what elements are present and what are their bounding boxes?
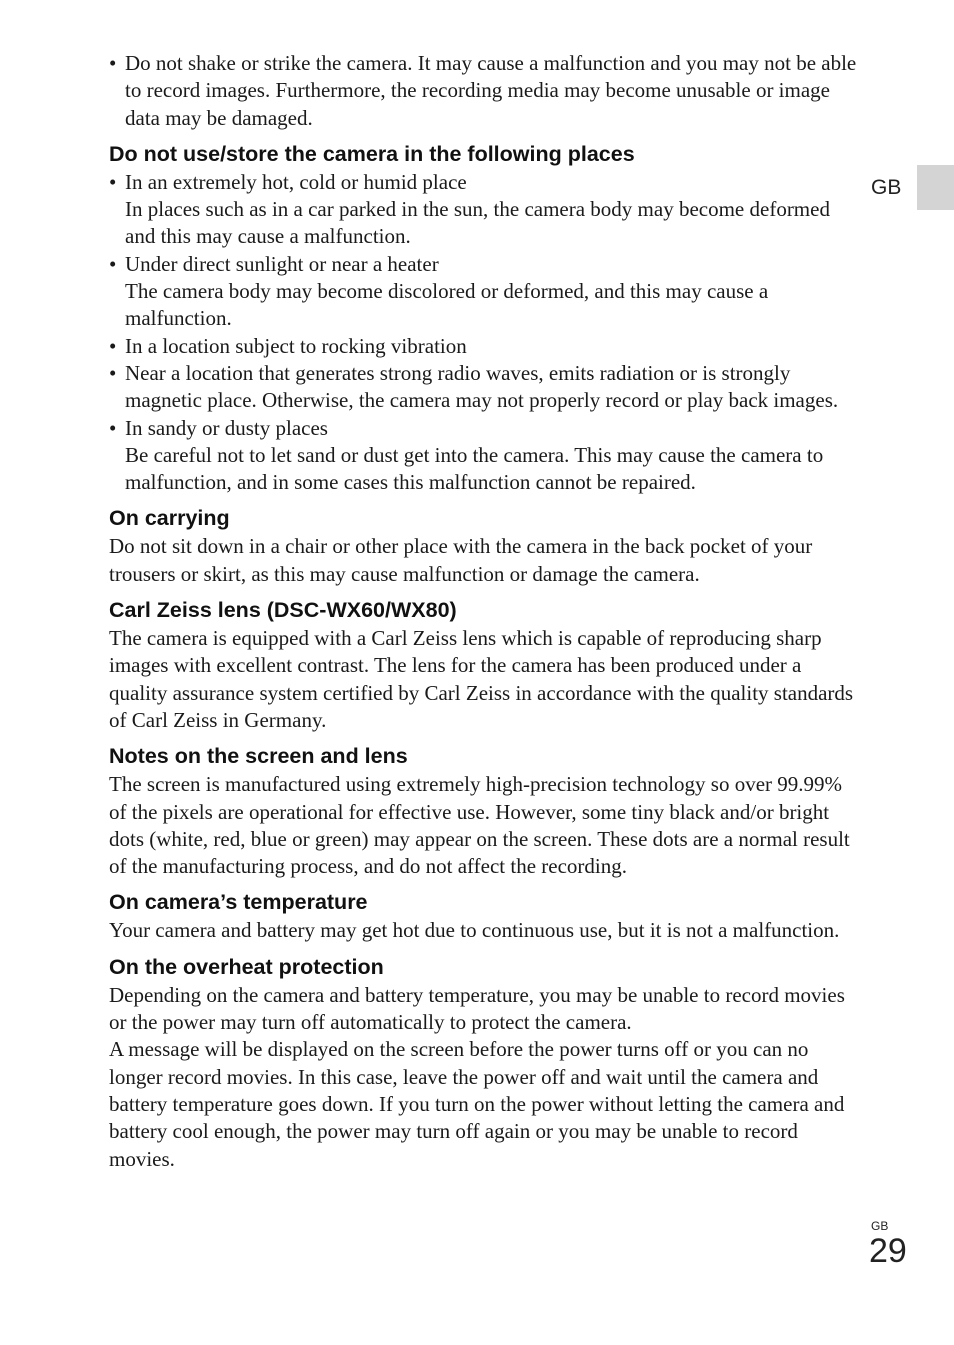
bullet-icon: • [109,51,117,75]
section-heading-temperature: On camera’s temperature [109,890,368,915]
overheat-paragraph-2: A message will be displayed on the screen before the power turns off or you can no longer record movies. In this case, leave the power off and wait until the camera and battery temperature goes down. If you turn on the power without letting the camera and battery cool enough, the power may turn off again or you may be unable to record movies. [109,1037,845,1171]
temperature-paragraph: Your camera and battery may get hot due to continuous use, but it is not a malfunction. [109,918,840,943]
list-item [109,360,859,415]
list-item [109,169,859,251]
bullet-text: Do not shake or strike the camera. It may cause a malfunction and you may not be able to record images. Furthermore, the recording media may become unusable or image data may be damaged. [125,51,857,130]
places-bullet-list [109,169,859,497]
bullet-title: Near a location that generates strong radio waves, emits radiation or is strongly magnetic place. Otherwise, the camera may not properly record or play back images. [125,360,839,413]
region-tab-marker [917,165,954,210]
section-heading-places: Do not use/store the camera in the following places [109,141,635,166]
bullet-title: Under direct sunlight or near a heater [125,251,439,276]
bullet-icon: • [109,415,117,440]
bullet-title: In a location subject to rocking vibration [125,333,467,358]
page-region-label: GB [871,1219,889,1233]
list-item [109,333,859,360]
bullet-detail: The camera body may become discolored or deformed, and this may cause a malfunction. [125,279,769,331]
bullet-icon: • [109,251,117,276]
page-footer [871,1220,907,1269]
bullet-icon: • [109,360,117,385]
section-heading-screen: Notes on the screen and lens [109,744,408,769]
section-heading-overheat: On the overheat protection [109,954,384,979]
region-tab-label: GB [871,176,902,199]
screen-paragraph: The screen is manufactured using extremely high-precision technology so over 99.99% of the pixels are operational for effective use. However, some tiny black and/or bright dots (white, red, blue or green) may appear on the screen. These dots are a normal result of the manufacturing process, and do not affect the recording. [109,772,850,879]
bullet-detail: Be careful not to let sand or dust get into the camera. This may cause the camera to malfunction, and in some cases this malfunction cannot be repaired. [125,442,824,495]
document-page [109,50,859,1173]
intro-bullet-list [109,50,859,132]
list-item [109,251,859,333]
section-heading-lens: Carl Zeiss lens (DSC-WX60/WX80) [109,598,457,623]
bullet-title: In an extremely hot, cold or humid place [125,169,467,194]
page-number: 29 [869,1232,907,1270]
carrying-paragraph: Do not sit down in a chair or other place with the camera in the back pocket of your trousers or skirt, as this may cause malfunction or damage the camera. [109,534,813,586]
list-item [109,415,859,497]
lens-paragraph: The camera is equipped with a Carl Zeiss lens which is capable of reproducing sharp images with excellent contrast. The lens for the camera has been produced under a quality assurance system certified by Carl Zeiss in accordance with the quality standards of Carl Zeiss in Germany. [109,626,854,732]
overheat-paragraph-1: Depending on the camera and battery temperature, you may be unable to record movies or the power may turn off automatically to protect the camera. [109,982,845,1035]
bullet-icon: • [109,169,117,194]
section-heading-carrying: On carrying [109,506,230,531]
bullet-detail: In places such as in a car parked in the sun, the camera body may become deformed and this may cause a malfunction. [125,197,830,249]
bullet-icon: • [109,333,117,358]
list-item [109,50,859,132]
bullet-title: In sandy or dusty places [125,415,328,440]
